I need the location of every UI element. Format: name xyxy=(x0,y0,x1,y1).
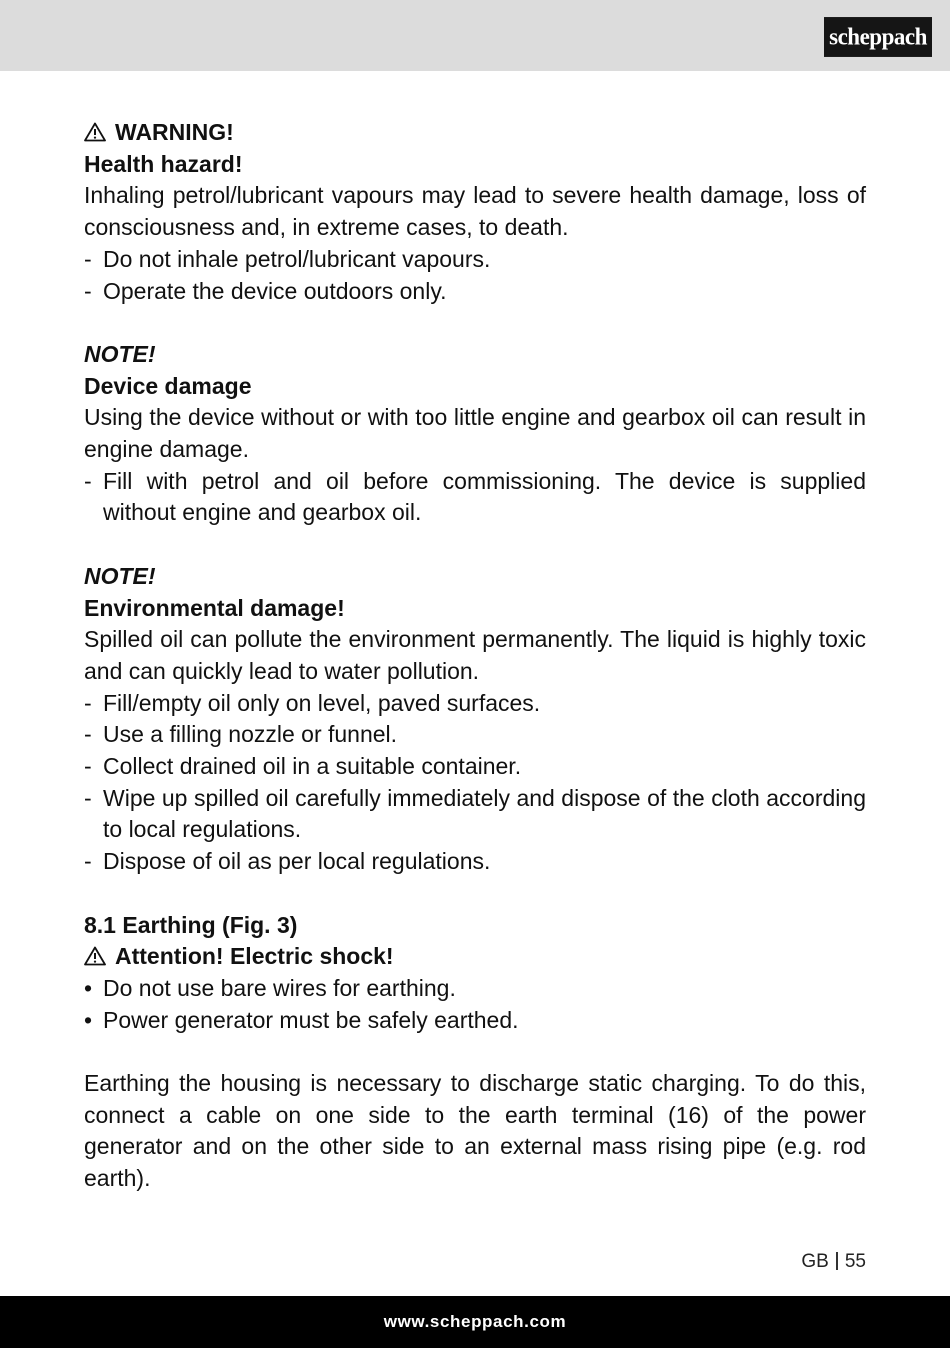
spacer xyxy=(84,878,866,910)
list-item-text: Do not inhale petrol/lubricant vapours. xyxy=(103,245,491,272)
list-item xyxy=(84,244,866,276)
bullet-marker: • xyxy=(84,974,93,1001)
note-subtitle: Environmental damage! xyxy=(84,594,345,621)
list-item-text: Dispose of oil as per local regulations. xyxy=(103,848,491,875)
note-device-section xyxy=(84,339,866,529)
spacer xyxy=(84,529,866,561)
dash-marker: - xyxy=(84,848,92,875)
page-separator xyxy=(836,1252,838,1270)
list-item xyxy=(84,466,866,529)
note-title: NOTE! xyxy=(84,340,156,367)
warning-triangle-icon xyxy=(84,122,106,142)
list-item-text: Collect drained oil in a suitable container. xyxy=(103,753,522,780)
warning-title-line xyxy=(84,117,866,149)
bullet-item xyxy=(84,973,866,1005)
note-subtitle: Device damage xyxy=(84,372,252,399)
dash-marker: - xyxy=(84,721,92,748)
list-item-text: Operate the device outdoors only. xyxy=(103,277,447,304)
page-lang: GB xyxy=(801,1251,829,1272)
bullet-item-text: Power generator must be safely earthed. xyxy=(103,1006,519,1033)
list-item xyxy=(84,783,866,846)
list-item xyxy=(84,276,866,308)
warning-triangle-icon xyxy=(84,946,106,966)
header-bar xyxy=(0,0,950,71)
warning-subtitle: Health hazard! xyxy=(84,150,243,177)
note-text: Using the device without or with too little engine and gearbox oil can result in engine damage. xyxy=(84,404,866,463)
page-num: 55 xyxy=(844,1251,866,1272)
spacer xyxy=(84,1036,866,1068)
footer-bar xyxy=(0,1296,950,1348)
list-item xyxy=(84,688,866,720)
footer-url: www.scheppach.com xyxy=(383,1312,567,1331)
list-item xyxy=(84,846,866,878)
list-item-text: Wipe up spilled oil carefully immediately and dispose of the cloth according to local regulations. xyxy=(103,784,866,843)
page-content xyxy=(84,117,866,1195)
section-heading: 8.1 Earthing (Fig. 3) xyxy=(84,911,298,938)
bullet-item xyxy=(84,1005,866,1037)
list-item-text: Fill with petrol and oil before commissioning. The device is supplied without engine and gearbox oil. xyxy=(103,467,866,526)
warning-section xyxy=(84,117,866,307)
note-title: NOTE! xyxy=(84,562,156,589)
list-item-text: Fill/empty oil only on level, paved surfaces. xyxy=(103,689,541,716)
dash-marker: - xyxy=(84,277,92,304)
brand-logo-text: scheppach xyxy=(829,23,927,50)
dash-marker: - xyxy=(84,467,92,494)
attention-line xyxy=(84,941,866,973)
note-env-section xyxy=(84,561,866,878)
warning-text: Inhaling petrol/lubricant vapours may lead to severe health damage, loss of consciousness and, in extreme cases, to death. xyxy=(84,182,866,241)
warning-title: WARNING! xyxy=(115,119,234,145)
bullet-item-text: Do not use bare wires for earthing. xyxy=(103,974,456,1001)
earthing-text: Earthing the housing is necessary to discharge static charging. To do this, connect a cable on one side to the earth terminal (16) of the power generator and on the other side to an external mass rising pipe (e.g. rod earth). xyxy=(84,1070,866,1192)
list-item xyxy=(84,751,866,783)
brand-logo xyxy=(824,17,932,57)
attention-text: Attention! Electric shock! xyxy=(115,943,394,970)
dash-marker: - xyxy=(84,753,92,780)
note-text: Spilled oil can pollute the environment permanently. The liquid is highly toxic and can quickly lead to water pollution. xyxy=(84,626,866,684)
spacer xyxy=(84,307,866,339)
page-number xyxy=(801,1251,866,1273)
dash-marker: - xyxy=(84,784,92,811)
dash-marker: - xyxy=(84,245,92,272)
list-item-text: Use a filling nozzle or funnel. xyxy=(103,721,398,748)
list-item xyxy=(84,719,866,751)
earthing-section xyxy=(84,910,866,1195)
bullet-marker: • xyxy=(84,1006,93,1033)
dash-marker: - xyxy=(84,689,92,716)
